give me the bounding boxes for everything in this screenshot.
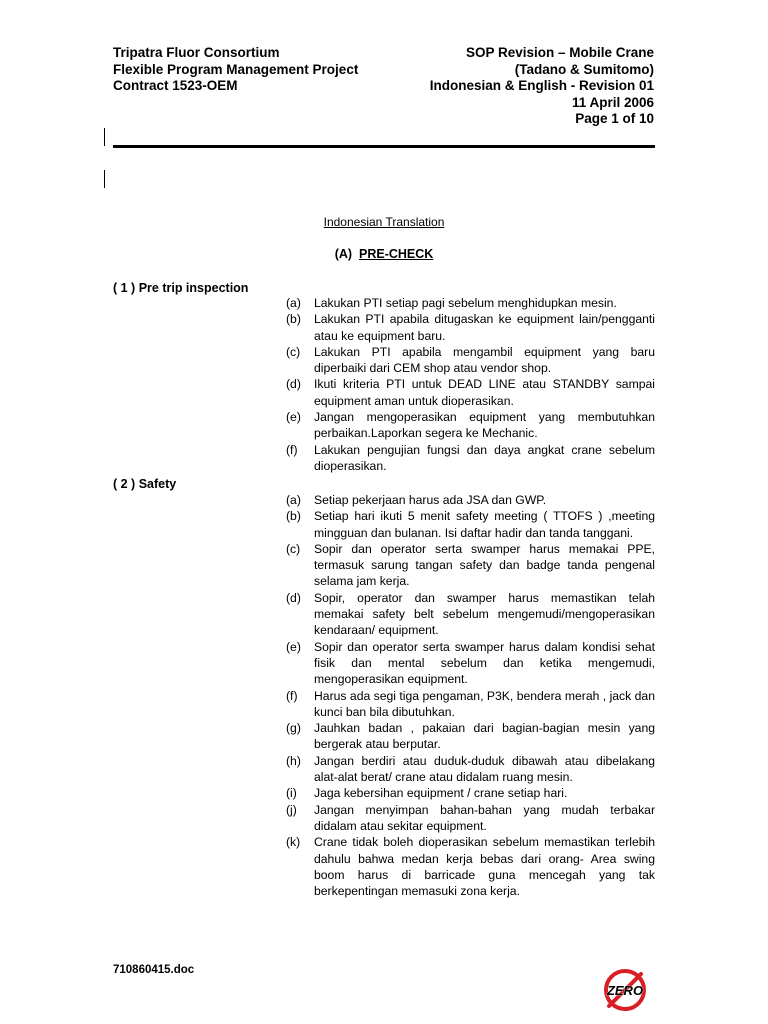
item-letter: (h): [286, 753, 301, 768]
item-letter: (b): [286, 312, 301, 327]
precheck-title: PRE-CHECK: [359, 247, 434, 261]
section-heading: ( 1 ) Pre trip inspection: [113, 281, 249, 295]
translation-title: Indonesian Translation: [323, 215, 445, 229]
list-item: [286, 376, 655, 409]
revision-label: Indonesian & English - Revision 01: [429, 78, 654, 93]
list-item: [286, 688, 655, 721]
item-letter: (i): [286, 786, 297, 801]
revision-bar-mark: [104, 128, 105, 146]
item-text: Lakukan PTI apabila ditugaskan ke equipment lain/pengganti atau ke equipment baru.: [314, 312, 655, 343]
item-letter: (j): [286, 802, 297, 817]
item-text: Jangan menyimpan bahan-bahan yang mudah terbakar didalam atau sekitar equipment.: [314, 802, 655, 833]
item-letter: (g): [286, 721, 301, 736]
item-text: Jangan berdiri atau duduk-duduk dibawah atau dibelakang alat-alat berat/ crane atau didalam ruang mesin.: [314, 753, 655, 785]
logo-text: ZERO: [606, 983, 644, 998]
company-name: Tripatra Fluor Consortium: [113, 45, 280, 60]
item-text: Jangan mengoperasikan equipment yang membutuhkan perbaikan.Laporkan segera ke Mechanic.: [314, 410, 655, 441]
list-item: [286, 802, 655, 835]
item-letter: (k): [286, 835, 301, 850]
item-letter: (f): [286, 442, 298, 457]
item-letter: (f): [286, 688, 298, 703]
list-item: [286, 785, 655, 801]
pre-trip-list: [286, 295, 655, 474]
list-item: [286, 492, 655, 508]
item-text: Jauhkan badan , pakaian dari bagian-bagian mesin yang bergerak atau berputar.: [314, 721, 655, 752]
list-item: [286, 295, 655, 311]
safety-list: [286, 492, 655, 899]
item-letter: (d): [286, 377, 301, 392]
item-text: Jaga kebersihan equipment / crane setiap hari.: [314, 786, 568, 801]
item-text: Lakukan PTI setiap pagi sebelum menghidupkan mesin.: [314, 296, 617, 310]
item-letter: (b): [286, 509, 301, 524]
section-heading: ( 2 ) Safety: [113, 477, 177, 491]
section-title: [0, 247, 768, 261]
list-item: [286, 639, 655, 688]
item-text: Harus ada segi tiga pengaman, P3K, bendera merah , jack dan kunci ban bila dibutuhkan.: [314, 688, 655, 719]
list-item: [286, 590, 655, 639]
list-item: [286, 720, 655, 753]
list-item: [286, 834, 655, 899]
zero-accident-logo-icon: [601, 966, 649, 1014]
list-item: [286, 311, 655, 344]
sop-title: SOP Revision – Mobile Crane: [465, 45, 654, 60]
page-number: Page 1 of 10: [575, 111, 654, 126]
list-item: [286, 508, 655, 541]
list-item: [286, 442, 655, 475]
item-text: Sopir dan operator serta swamper harus dalam kondisi sehat fisik dan mental sebelum dan ketika mengemudi, mengoperasikan equipment.: [314, 639, 655, 687]
item-text: Lakukan pengujian fungsi dan daya angkat crane sebelum dioperasikan.: [314, 442, 655, 473]
item-letter: (a): [286, 493, 301, 507]
header-right: [430, 45, 654, 128]
item-text: Setiap hari ikuti 5 menit safety meeting ( TTOFS ) ,meeting mingguan dan bulanan. Isi daftar hadir dan tanda tanggani.: [314, 509, 655, 540]
header-left: [113, 45, 358, 95]
item-letter: (d): [286, 590, 301, 605]
item-text: Ikuti kriteria PTI untuk DEAD LINE atau STANDBY sampai equipment aman untuk dioperasikan.: [314, 377, 655, 408]
section-prefix: (A): [334, 247, 353, 261]
document-date: 11 April 2006: [571, 94, 654, 110]
item-text: Sopir, operator dan swamper harus memastikan telah memakai safety belt sebelum mengemudi/mengoperasikan kendaraan/ equipment.: [314, 590, 655, 638]
item-letter: (c): [286, 344, 301, 359]
contract-number: Contract 1523-OEM: [113, 78, 238, 93]
sop-subtitle: (Tadano & Sumitomo): [514, 61, 654, 77]
item-text: Setiap pekerjaan harus ada JSA dan GWP.: [314, 493, 547, 507]
item-letter: (e): [286, 410, 301, 425]
list-item: [286, 753, 655, 786]
item-letter: (a): [286, 296, 301, 310]
item-letter: (e): [286, 639, 301, 654]
list-item: [286, 541, 655, 590]
project-name: Flexible Program Management Project: [113, 61, 359, 77]
header-divider: [113, 145, 655, 148]
item-text: Sopir dan operator serta swamper harus memakai PPE, termasuk sarung tangan safety dan badge tanda pengenal selama jam kerja.: [314, 541, 655, 589]
item-text: Lakukan PTI apabila mengambil equipment yang baru diperbaiki dari CEM shop atau vendor shop.: [314, 344, 655, 376]
revision-bar-mark: [104, 170, 105, 188]
footer-filename: 710860415.doc: [113, 964, 195, 976]
list-item: [286, 409, 655, 442]
item-letter: (c): [286, 541, 301, 556]
item-text: Crane tidak boleh dioperasikan sebelum memastikan terlebih dahulu bahwa medan kerja bebas dari orang- Area swing boom harus di barricade guna mencegah yang tak berkepentingan memasuki zona kerja.: [314, 835, 655, 899]
list-item: [286, 344, 655, 377]
